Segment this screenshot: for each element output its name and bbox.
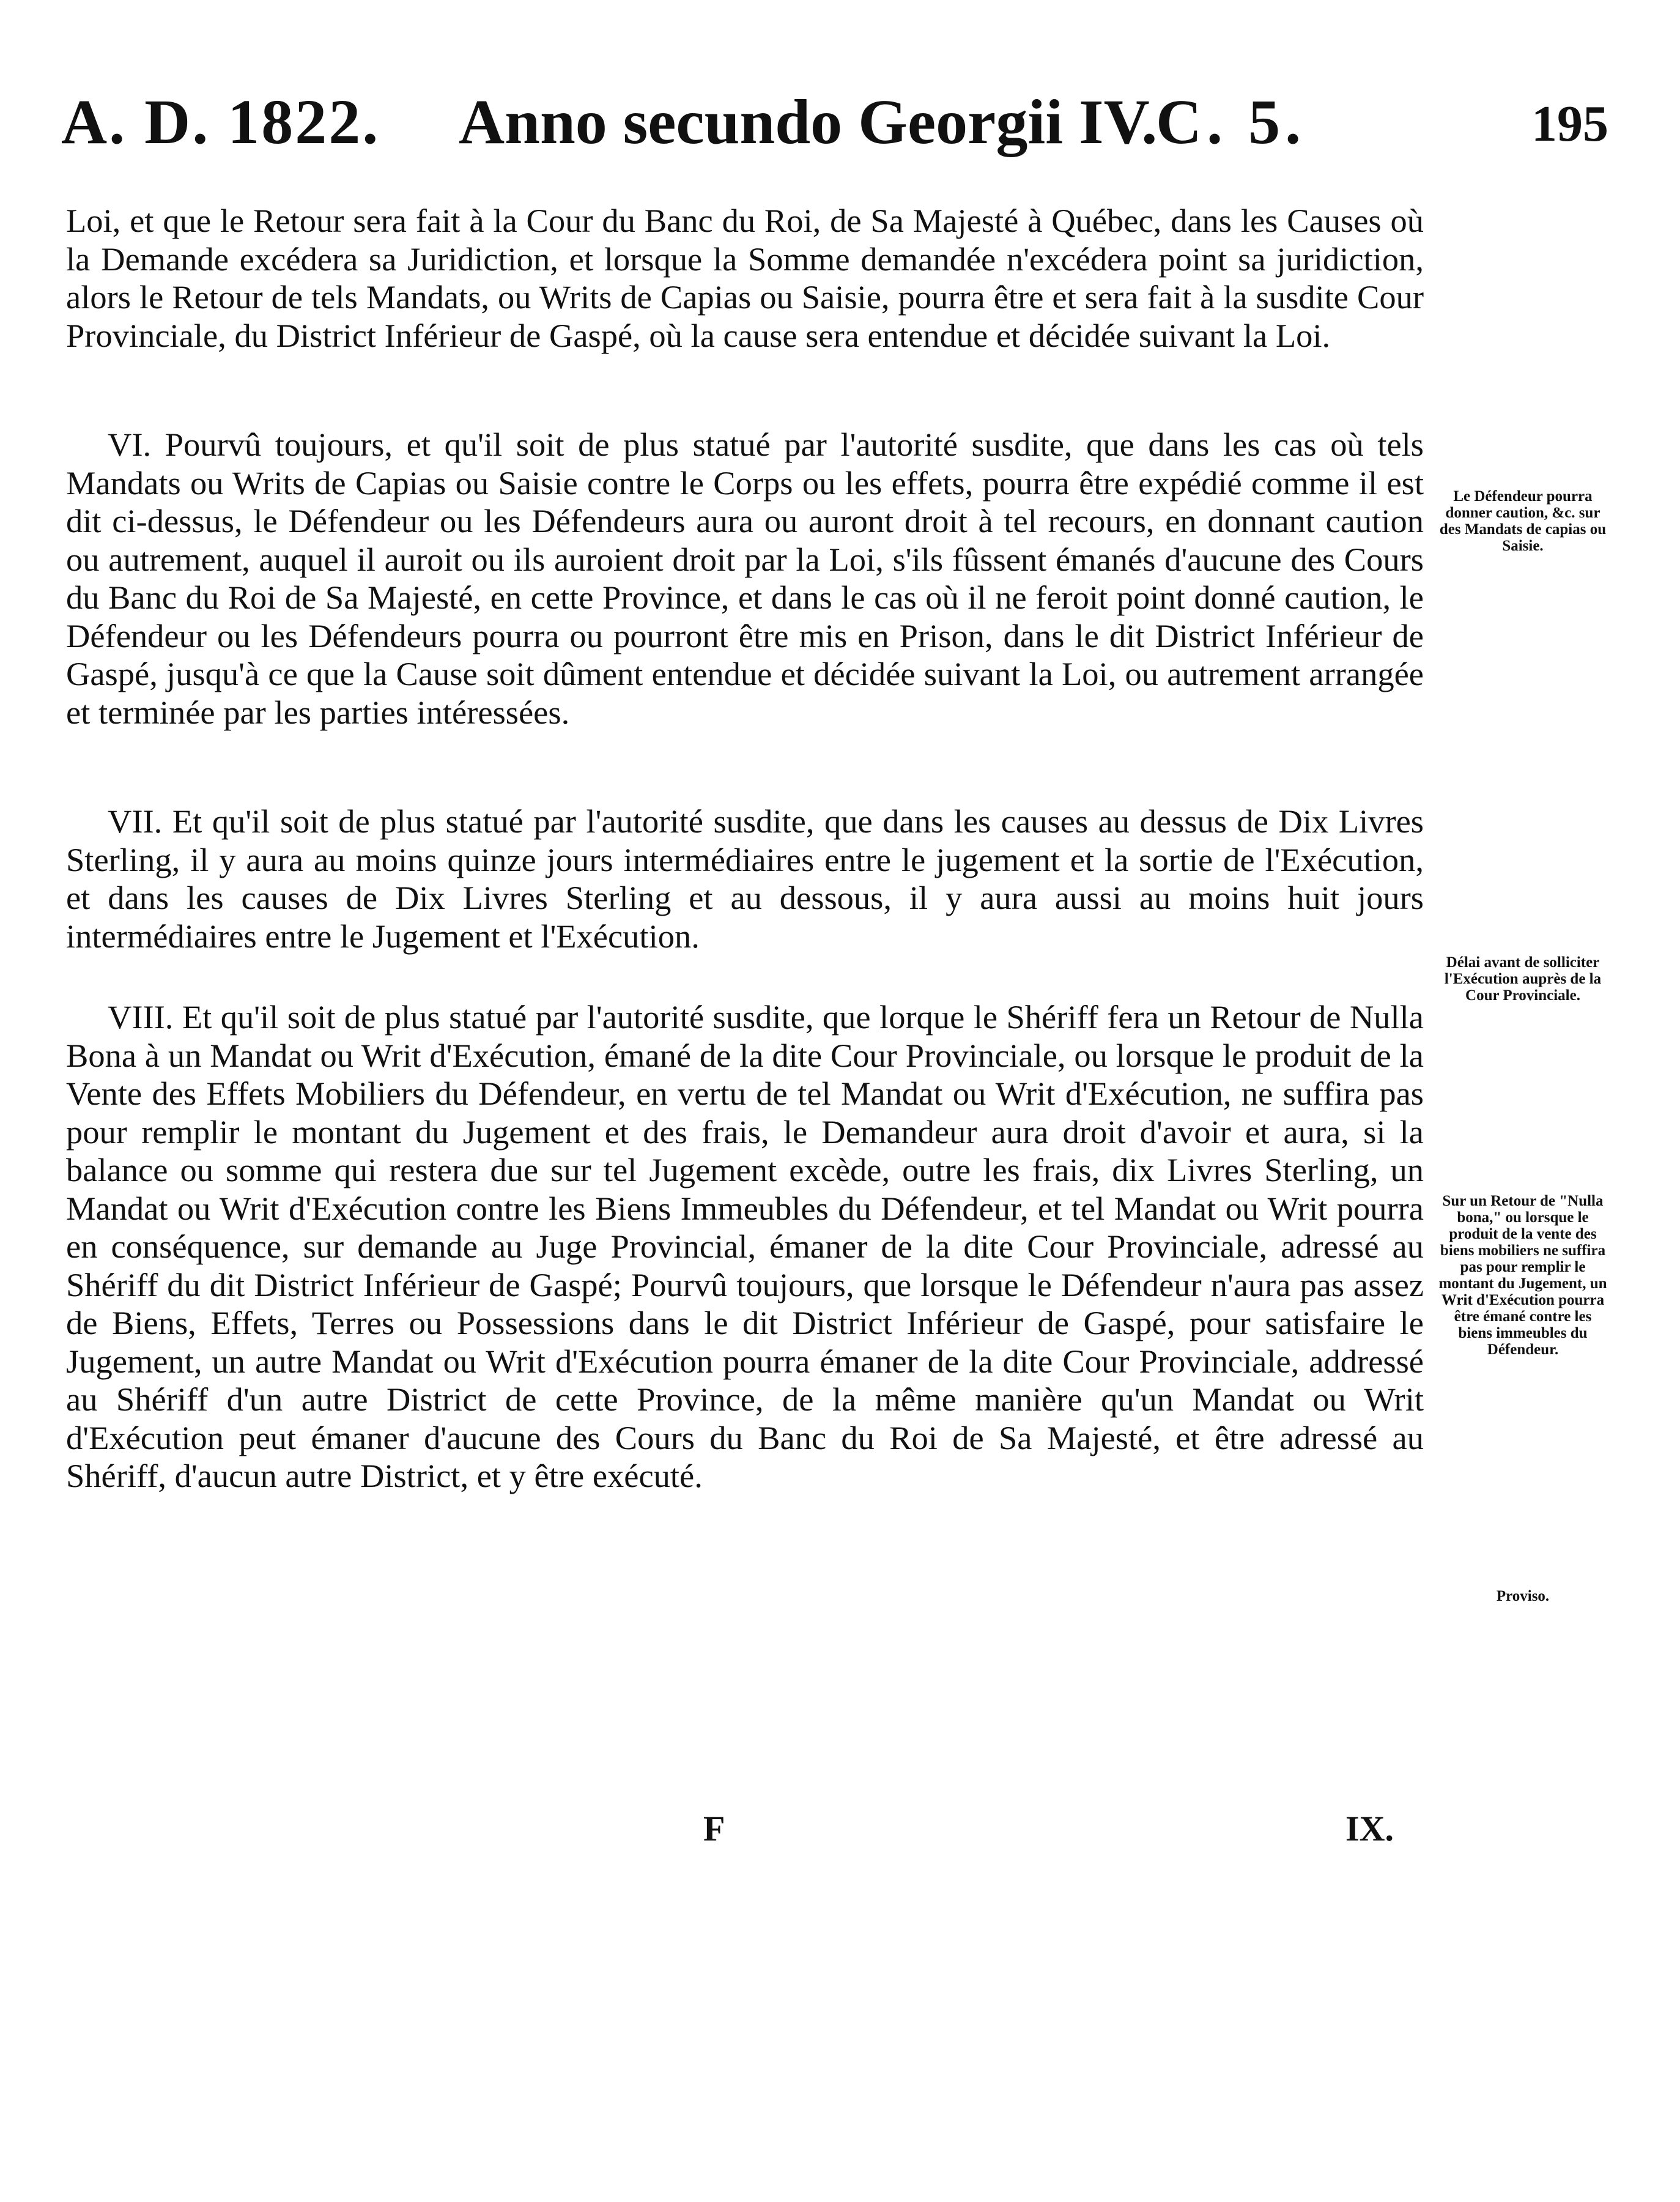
header-title: Anno secundo Georgii IV. xyxy=(459,87,1158,157)
signature-mark: F xyxy=(703,1809,725,1848)
catchword: IX. xyxy=(1345,1809,1394,1848)
paragraph-section-vii: VII. Et qu'il soit de plus statué par l'autorité susdite, que dans les causes au dessus de Dix Livres Sterling, il y aura au moins quinze jours intermédiaires entre le jugement et la sortie de l'Exécution, et dans les causes de Dix Livres Sterling et au dessous, il y aura aussi au moins huit jours intermédiaires entre le Jugement et l'Exécution. xyxy=(66,803,1424,955)
header-year: A. D. 1822. xyxy=(61,87,380,157)
page-number: 195 xyxy=(1531,95,1608,152)
paragraph-continuation: Loi, et que le Retour sera fait à la Cour du Banc du Roi, de Sa Majesté à Québec, dans les Causes où la Demande excédera sa Juridiction, et lorsque la Somme demandée n'excédera point sa juridiction, alors le Retour de tels Mandats, ou Writs de Capias ou Saisie, pourra être et sera fait à la susdite Cour Provinciale, du District Inférieur de Gaspé, où la cause sera entendue et décidée suivant la Loi. xyxy=(66,202,1424,354)
marginal-note-vi: Le Défendeur pourra donner caution, &c. sur des Mandats de capias ou Saisie. xyxy=(1439,488,1607,554)
marginal-note-viii: Sur un Retour de "Nulla bona," ou lorsque le produit de la vente des biens mobiliers ne suffira pas pour remplir le montant du Jugement, un Writ d'Exécution pourra être émané contre les biens immeubles du Défendeur. xyxy=(1438,1193,1607,1358)
running-header xyxy=(61,86,1608,165)
marginal-note-vii: Délai avant de solliciter l'Exécution auprès de la Cour Provinciale. xyxy=(1444,954,1602,1004)
page-footer xyxy=(0,1808,1680,1857)
paragraph-section-vi: VI. Pourvû toujours, et qu'il soit de plus statué par l'autorité susdite, que dans les cas où tels Mandats ou Writs de Capias ou Saisie contre le Corps ou les effets, pourra être expédié comme il est dit ci-dessus, le Défendeur ou les Défendeurs aura ou auront droit à tel recours, en donnant caution ou autrement, auquel il auroit ou ils auroient droit par la Loi, s'ils fûssent émanés d'aucune des Cours du Banc du Roi de Sa Majesté, en cette Province, et dans le cas où il ne feroit point donné caution, le Défendeur ou les Défendeurs pourra ou pourront être mis en Prison, dans le dit District Inférieur de Gaspé, jusqu'à ce que la Cause soit dûment entendue et décidée suivant la Loi, ou autrement arrangée et terminée par les parties intéressées. xyxy=(66,426,1424,731)
marginal-note-proviso: Proviso. xyxy=(1496,1588,1550,1604)
main-text xyxy=(66,202,1424,1496)
paragraph-section-viii: VIII. Et qu'il soit de plus statué par l'autorité susdite, que lorque le Shériff fera un Retour de Nulla Bona à un Mandat ou Writ d'Exécution, émané de la dite Cour Provinciale, ou lorsque le produit de la Vente des Effets Mobiliers du Défendeur, en vertu de tel Mandat ou Writ d'Exécution, ne suffira pas pour remplir le montant du Jugement et des frais, le Demandeur aura droit d'avoir et aura, si la balance ou somme qui restera due sur tel Jugement excède, outre les frais, dix Livres Sterling, un Mandat ou Writ d'Exécution contre les Biens Immeubles du Défendeur, et tel Mandat ou Writ pourra en conséquence, sur demande au Juge Provincial, émaner de la dite Cour Provinciale, adressé au Shériff du dit District Inférieur de Gaspé; Pourvû toujours, que lorsque le Défendeur n'aura pas assez de Biens, Effets, Terres ou Possessions dans le dit District Inférieur de Gaspé, pour satisfaire le Jugement, un autre Mandat ou Writ d'Exécution pourra émaner de la dite Cour Provinciale, addressé au Shériff d'un autre District de cette Province, de la même manière qu'un Mandat ou Writ d'Exécution peut émaner d'aucune des Cours du Banc du Roi de Sa Majesté, et être adressé au Shériff, d'aucun autre District, et y être exécuté. xyxy=(66,998,1424,1494)
header-chapter: C. 5. xyxy=(1156,87,1306,157)
